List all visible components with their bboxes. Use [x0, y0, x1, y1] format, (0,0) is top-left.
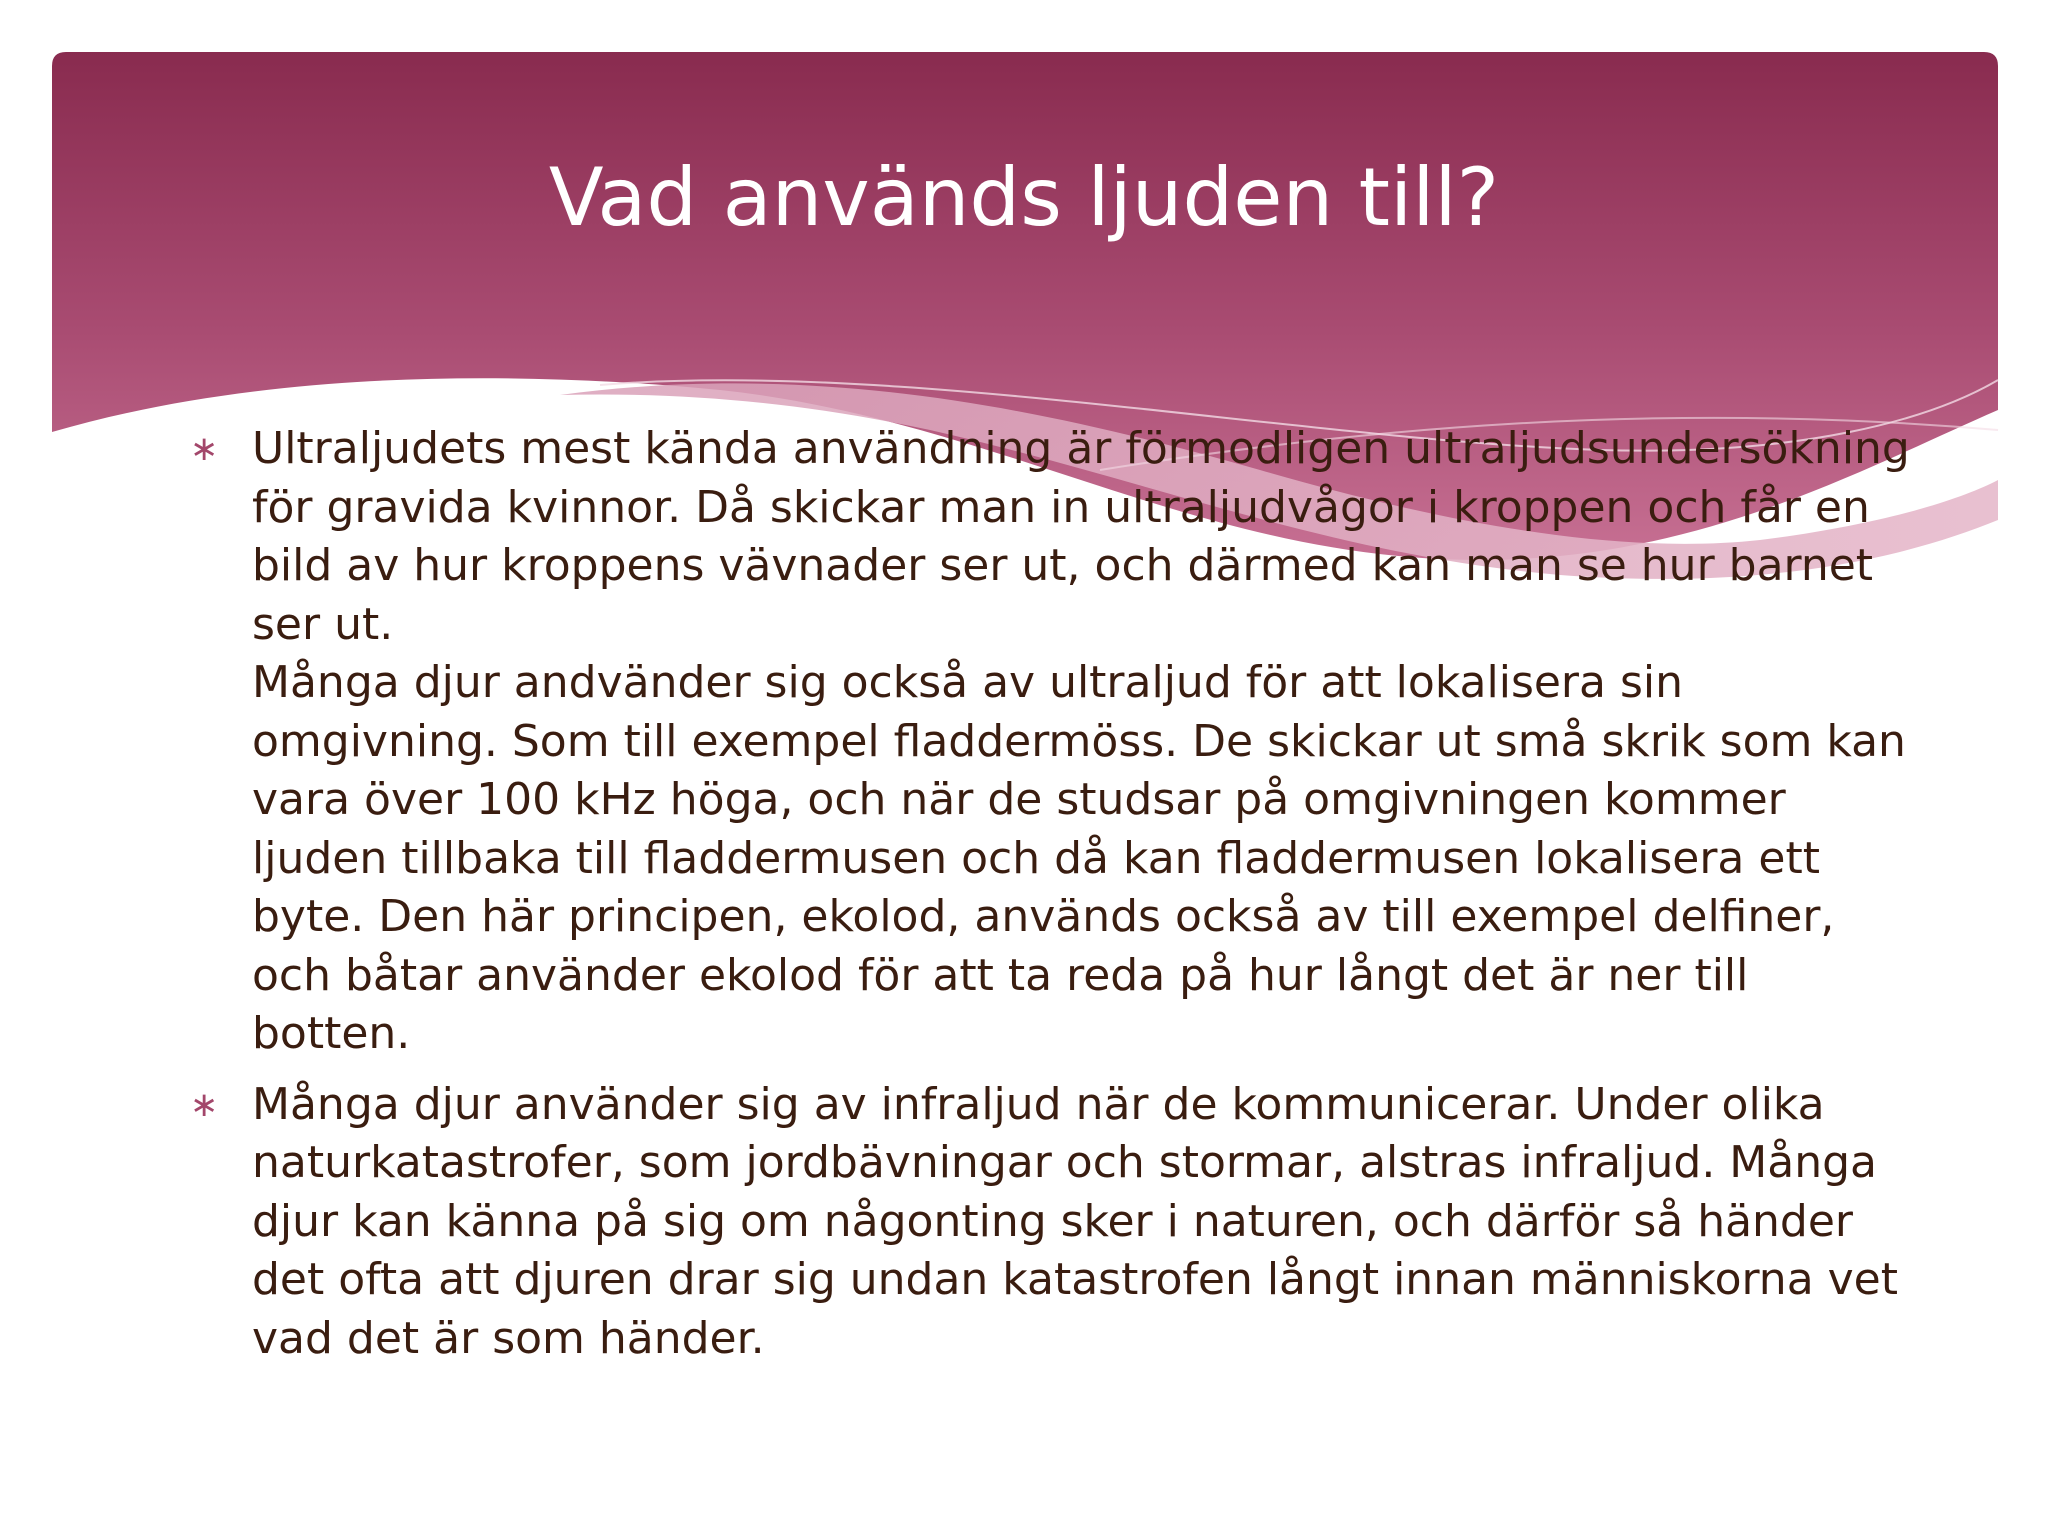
asterisk-bullet-icon: ∗ — [190, 429, 219, 469]
bullet-paragraph: Många djur använder sig av infraljud när de kommunicerar. Under olika naturkatastrofer, som jordbävningar och stormar, alstras infraljud. Många djur kan känna på sig om någonting sker i naturen, och därför så händer det ofta att djuren drar sig undan katastrofen långt innan människorna vet vad det är som händer. — [252, 1078, 1899, 1364]
bullet-list — [190, 420, 1910, 1380]
slide-title: Vad används ljuden till? — [548, 151, 1500, 244]
bullet-item — [190, 1076, 1910, 1369]
asterisk-bullet-icon: ∗ — [190, 1084, 219, 1125]
bullet-item — [190, 420, 1910, 1064]
bullet-paragraph: Många djur andvänder sig också av ultraljud för att lokalisera sin omgivning. Som till exempel fladdermöss. De skickar ut små skrik som kan vara över 100 kHz höga, och när de studsar på omgivningen kommer ljuden tillbaka till fladdermusen och då kan fladdermusen lokalisera ett byte. Den här principen, ekolod, används också av till exempel delfiner, och båtar använder ekolod för att ta reda på hur långt det är ner till botten. — [252, 657, 1906, 1059]
bullet-paragraph: Ultraljudets mest kända användning är förmodligen ultraljudsundersökning för gravida kvinnor. Då skickar man in ultraljudvågor i kroppen och får en bild av hur kroppens vävnader ser ut, och därmed kan man se hur barnet ser ut. — [252, 423, 1910, 650]
